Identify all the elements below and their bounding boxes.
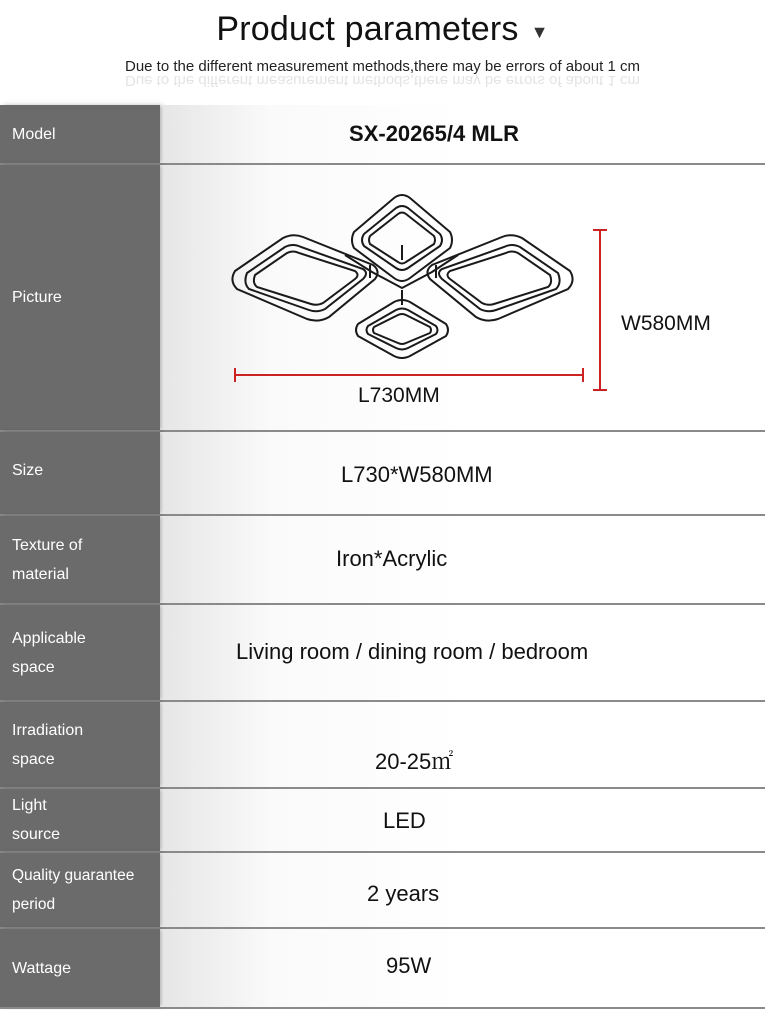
row-divider (0, 1007, 765, 1009)
measurement-note-reflection: Due to the different measurement methods,there may be errors of about 1 cm (125, 72, 640, 89)
wattage-value: 95W (386, 953, 432, 978)
value-model (163, 105, 765, 163)
texture-value: Iron*Acrylic (336, 546, 448, 571)
label-irradiation-space: Irradiation space (0, 702, 160, 787)
row-quality-guarantee (0, 853, 765, 927)
row-applicable-space (0, 605, 765, 700)
label-picture: Picture (0, 165, 160, 430)
value-light-source (163, 789, 765, 851)
row-texture (0, 516, 765, 603)
light-ring-left (232, 235, 377, 320)
value-texture (163, 516, 765, 603)
row-size (0, 432, 765, 514)
label-texture: Texture of material (0, 516, 160, 603)
light-ring-bottom (356, 300, 448, 358)
parameters-table (0, 105, 765, 1012)
label-model: Model (0, 105, 160, 163)
footer-spacer (0, 1010, 765, 1021)
model-number: SX-20265/4 MLR (349, 121, 519, 146)
value-picture (163, 165, 765, 430)
row-picture (0, 165, 765, 430)
row-irradiation-space (0, 702, 765, 787)
width-label: W580MM (621, 312, 711, 335)
size-value: L730*W580MM (341, 462, 493, 487)
value-wattage (163, 929, 765, 1007)
irradiation-space-value: 20-25㎡ (375, 749, 454, 774)
light-source-value: LED (383, 808, 426, 833)
value-quality-guarantee (163, 853, 765, 927)
value-size (163, 432, 765, 514)
quality-guarantee-value: 2 years (367, 881, 440, 906)
measurement-note: Due to the different measurement methods,there may be errors of about 1 cm (125, 58, 640, 75)
row-wattage (0, 929, 765, 1007)
label-light-source: Light source (0, 789, 160, 851)
label-applicable-space: Applicable space (0, 605, 160, 700)
value-irradiation-space (163, 702, 765, 787)
page-header (0, 0, 765, 105)
triangle-down-icon: ▼ (530, 22, 549, 42)
label-size: Size (0, 432, 160, 514)
chandelier-drawing (163, 165, 765, 430)
applicable-space-value: Living room / dining room / bedroom (236, 639, 589, 664)
label-wattage: Wattage (0, 929, 160, 1007)
value-applicable-space (163, 605, 765, 700)
row-model (0, 105, 765, 163)
length-label: L730MM (358, 384, 440, 407)
page-title: Product parameters ▼ (216, 10, 549, 48)
label-quality-guarantee: Quality guarantee period (0, 853, 160, 927)
row-light-source (0, 789, 765, 851)
